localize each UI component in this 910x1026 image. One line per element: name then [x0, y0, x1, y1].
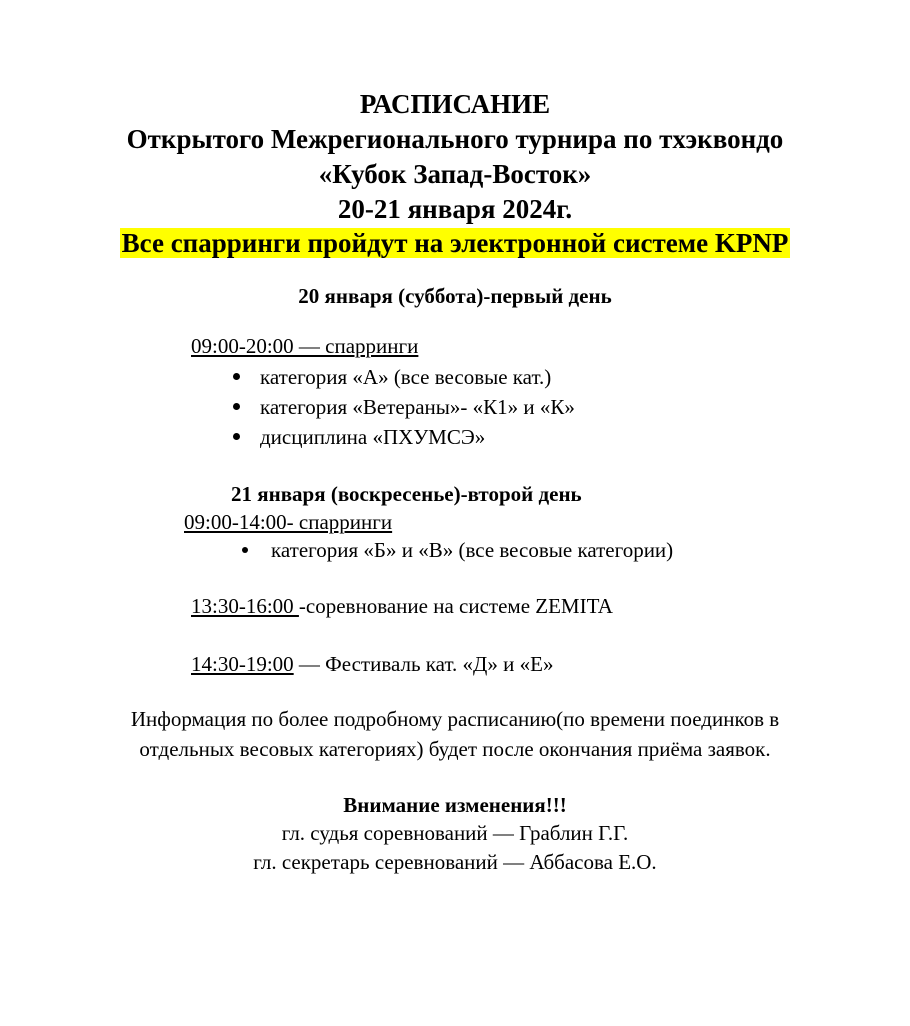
zemita-time: 13:30-16:00 [191, 594, 299, 618]
bullet-icon [233, 403, 240, 410]
festival-text: — Фестиваль кат. «Д» и «Е» [293, 652, 554, 676]
festival-time: 14:30-19:00 [191, 652, 294, 676]
info-line-2: отдельных весовых категориях) будет после окончания приёма заявок. [139, 737, 771, 761]
event-dates: 20-21 января 2024г. [337, 194, 573, 224]
zemita-text: -соревнование на системе ZEMITA [298, 594, 613, 618]
day2-time: 09:00-14:00- спарринги [184, 510, 393, 534]
info-line-1: Информация по более подробному расписанию(по времени поединков в [130, 707, 780, 731]
schedule-title: РАСПИСАНИЕ [359, 89, 551, 119]
notice-line [0, 227, 910, 259]
day2-heading: 21 января (воскресенье)-второй день [231, 482, 582, 506]
chief-secretary: гл. секретарь серевнований — Аббасова Е.О. [253, 850, 657, 874]
zemita-line [191, 593, 613, 619]
chief-judge: гл. судья соревнований — Граблин Г.Г. [281, 821, 629, 845]
day2-item: категория «Б» и «В» (все весовые категории) [271, 538, 674, 562]
bullet-icon [233, 433, 240, 440]
bullet-icon [242, 547, 248, 553]
day1-item: дисциплина «ПХУМСЭ» [260, 425, 486, 449]
festival-line [191, 651, 553, 677]
day1-heading: 20 января (суббота)-первый день [298, 284, 612, 308]
changes-heading: Внимание изменения!!! [343, 793, 567, 817]
day1-time: 09:00-20:00 — спарринги [191, 334, 419, 358]
day1-item: категория «Ветераны»- «К1» и «К» [260, 395, 575, 419]
electronic-system-notice: Все спарринги пройдут на электронной системе KPNP [121, 228, 789, 258]
tournament-subtitle: Открытого Межрегионального турнира по тхэквондо [126, 124, 784, 154]
cup-name: «Кубок Запад-Восток» [318, 159, 592, 189]
day1-item: категория «А» (все весовые кат.) [260, 365, 552, 389]
bullet-icon [233, 373, 240, 380]
